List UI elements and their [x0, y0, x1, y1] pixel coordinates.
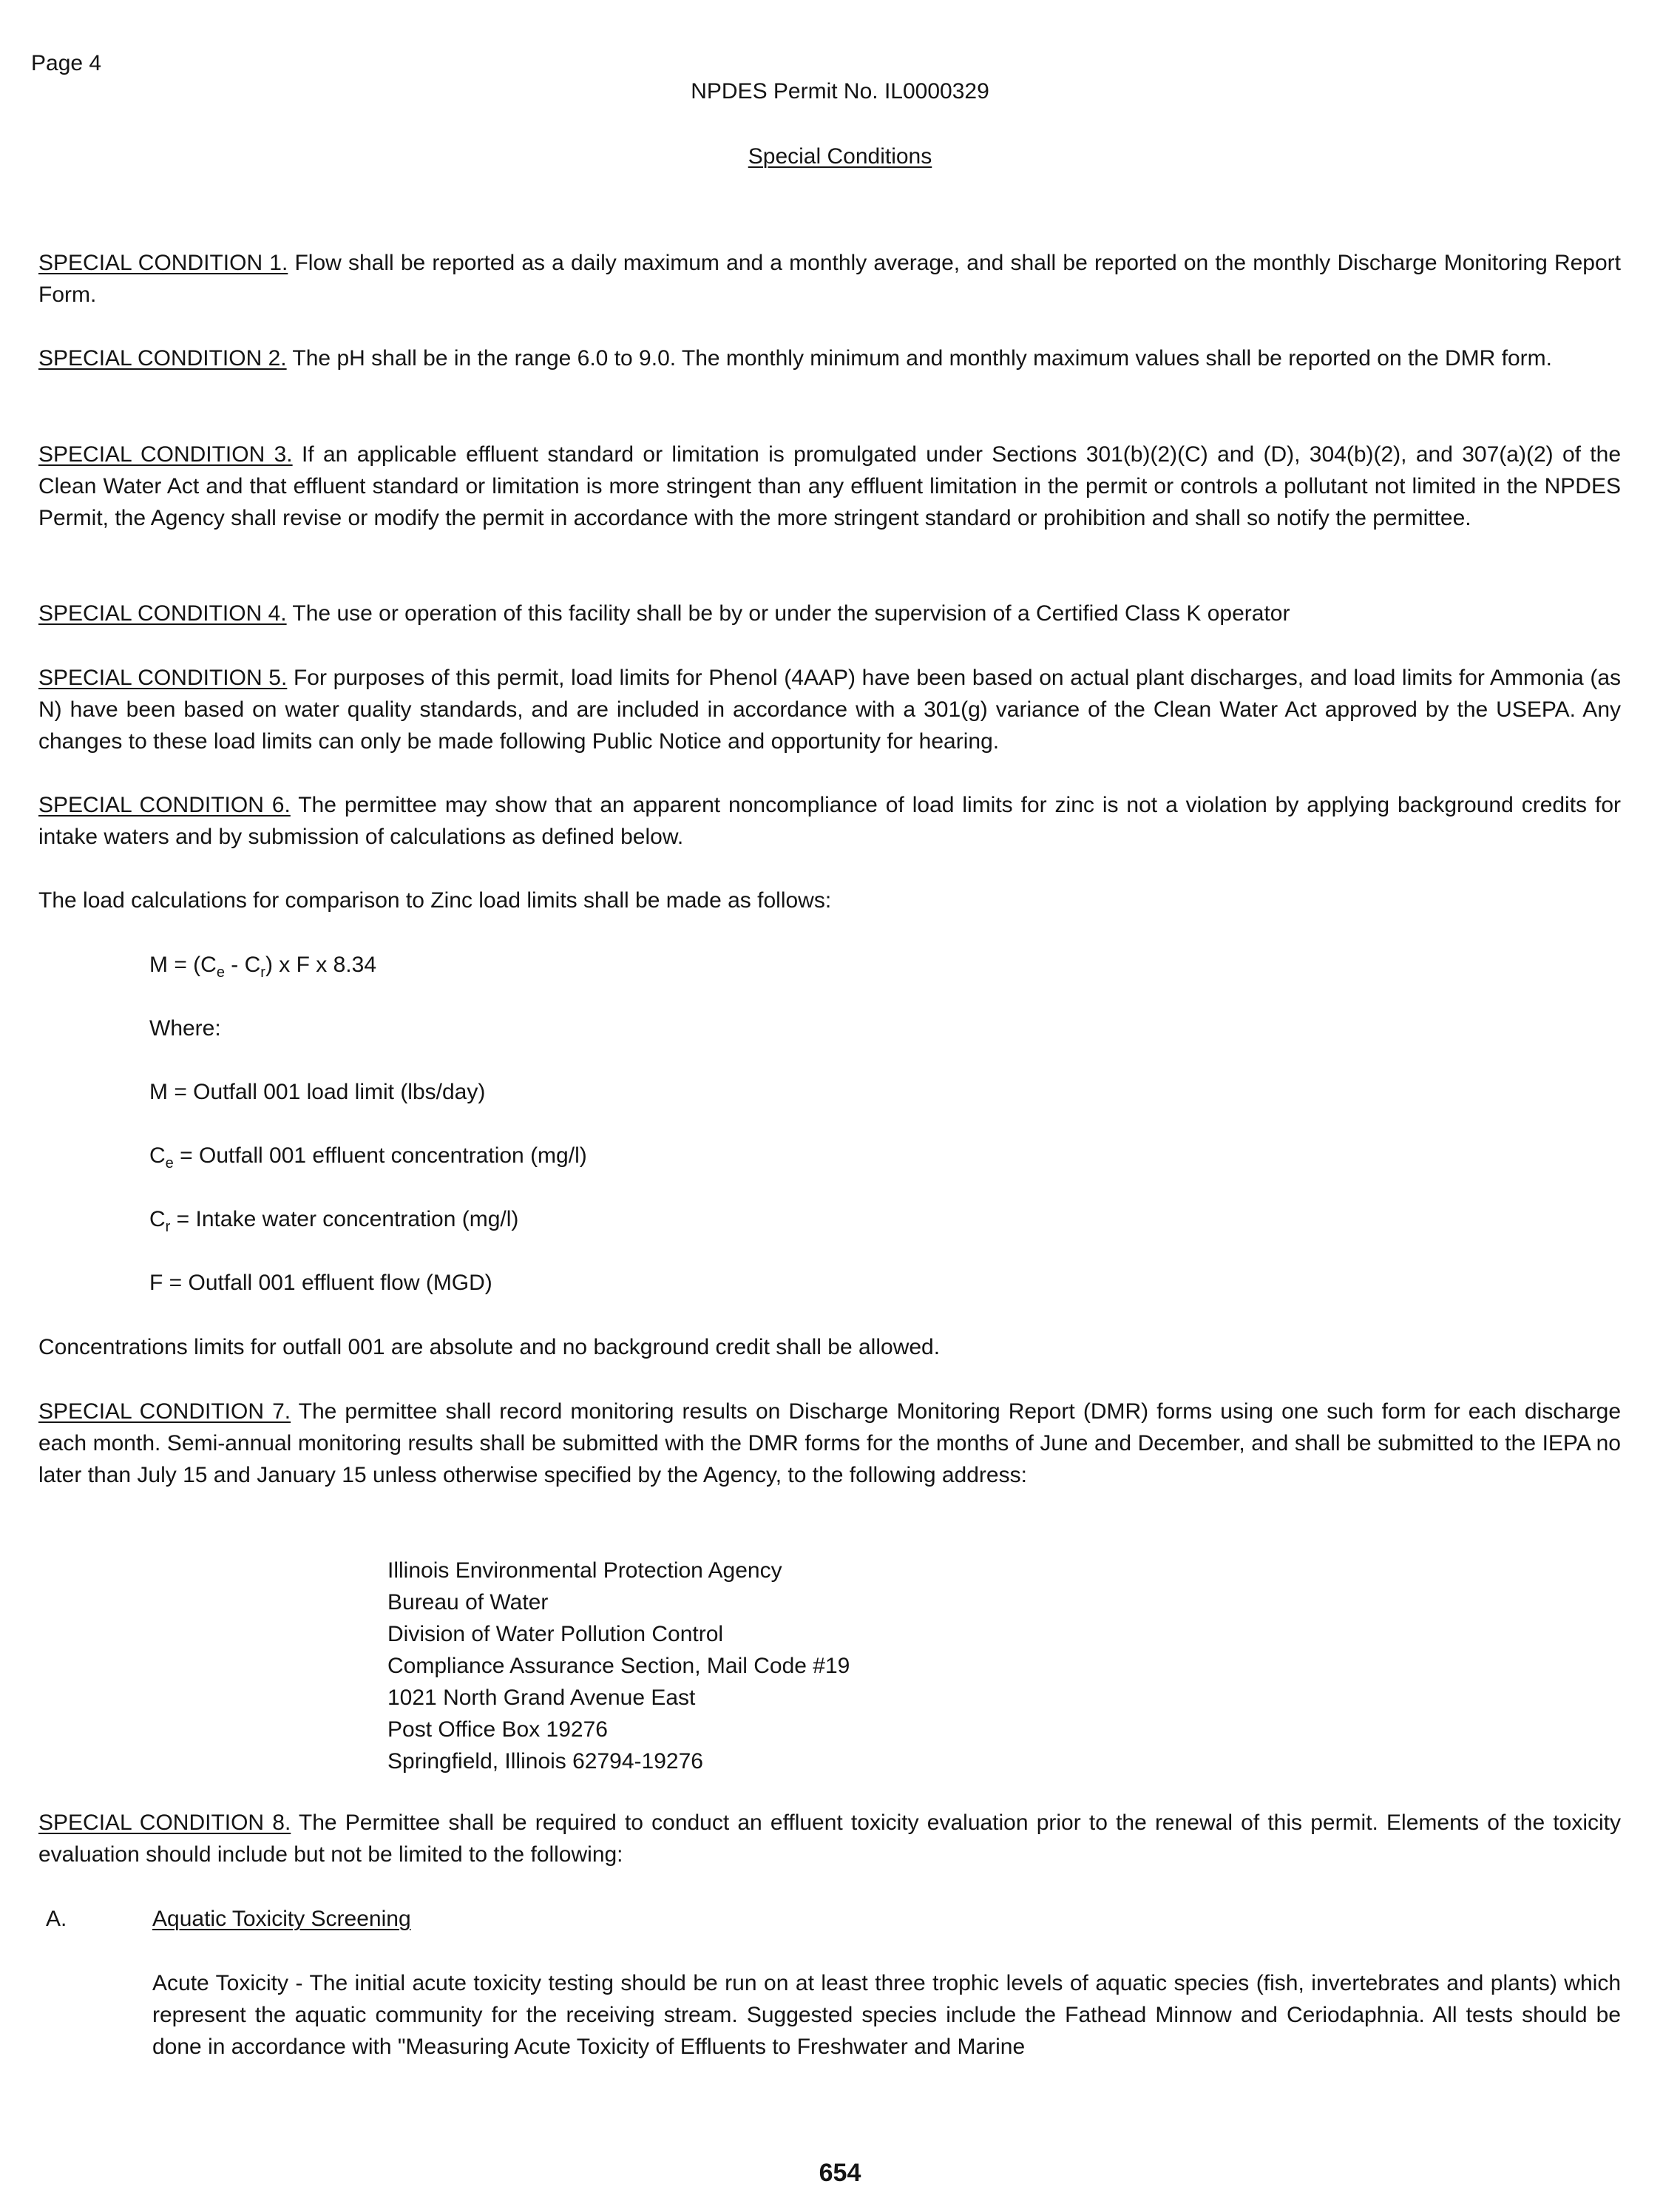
condition-label: SPECIAL CONDITION 6. [38, 793, 291, 817]
section-title: Special Conditions [748, 144, 932, 169]
special-condition-8 [38, 1807, 1621, 1870]
condition-label: SPECIAL CONDITION 2. [38, 346, 287, 371]
definition-cr: $C_r$ = Intake water concentration (mg/l) [149, 1207, 519, 1235]
condition-text: The permittee shall record monitoring results on Discharge Monitoring Report (DMR) forms using one such form for each discharge each month. Semi-annual monitoring results shall be submitted with the DMR forms for the months of June and December, and shall be submitted to the IEPA no later than July 15 and January 15 unless otherwise specified by the Agency, to the following address: [38, 1399, 1622, 1487]
address-line: Compliance Assurance Section, Mail Code #19 [387, 1654, 850, 1678]
item-a-marker: A. [46, 1907, 67, 1931]
condition-text: Flow shall be reported as a daily maximum and a monthly average, and shall be reported on the monthly Discharge Monitoring Report Form. [38, 251, 1621, 307]
condition-text: If an applicable effluent standard or limitation is promulgated under Sections 301(b)(2)(C) and (D), 304(b)(2), and 307(a)(2) of the Clean Water Act and that effluent standard or limitation is more stringent than any effluent limitation in the permit or controls a pollutant not limited in the NPDES Permit, the Agency shall revise or modify the permit in accordance with the more stringent standard or prohibition and shall so notify the permittee. [38, 442, 1622, 530]
zinc-formula: $M = (C_e - C_r)$ x F x 8.34 [149, 953, 377, 981]
where-label: Where: [149, 1016, 221, 1041]
condition-text: The permittee may show that an apparent noncompliance of load limits for zinc is not a violation by applying background credits for intake waters and by submission of calculations as defined below. [38, 793, 1621, 849]
item-a-title: Aquatic Toxicity Screening [152, 1907, 411, 1931]
special-condition-6 [38, 789, 1621, 853]
condition-label: SPECIAL CONDITION 3. [38, 442, 293, 467]
permit-number: NPDES Permit No. IL0000329 [691, 79, 989, 104]
page-label: Page 4 [31, 51, 102, 75]
special-condition-7 [38, 1396, 1621, 1491]
zinc-calc-intro: The load calculations for comparison to Zinc load limits shall be made as follows: [38, 888, 832, 913]
condition-label: SPECIAL CONDITION 5. [38, 666, 288, 690]
condition-text: The Permittee shall be required to conduct an effluent toxicity evaluation prior to the renewal of this permit. Elements of the toxicity evaluation should include but not be limited to the following: [38, 1810, 1621, 1867]
definition-ce: $C_e$ = Outfall 001 effluent concentration (mg/l) [149, 1143, 587, 1172]
concentration-note: Concentrations limits for outfall 001 are absolute and no background credit shall be allowed. [38, 1335, 941, 1359]
mailing-address [387, 1555, 850, 1777]
special-condition-5 [38, 662, 1621, 757]
condition-label: SPECIAL CONDITION 1. [38, 251, 288, 275]
condition-label: SPECIAL CONDITION 7. [38, 1399, 291, 1424]
condition-text: The pH shall be in the range 6.0 to 9.0. The monthly minimum and monthly maximum values shall be reported on the DMR form. [286, 346, 1553, 371]
condition-text: For purposes of this permit, load limits for Phenol (4AAP) have been based on actual plant discharges, and load limits for Ammonia (as N) have been based on water quality standards, and are included in accordance with a 301(g) variance of the Clean Water Act approved by the USEPA. Any changes to these load limits can only be made following Public Notice and opportunity for hearing. [38, 666, 1622, 754]
address-line: Springfield, Illinois 62794-19276 [387, 1749, 703, 1774]
address-line: Division of Water Pollution Control [387, 1622, 724, 1646]
page-number: 654 [819, 2159, 861, 2187]
acute-toxicity-paragraph: Acute Toxicity - The initial acute toxicity testing should be run on at least three trophic levels of aquatic species (fish, invertebrates and plants) which represent the aquatic community for the receiving stream. Suggested species include the Fathead Minnow and Ceriodaphnia. All tests should be done in accordance with "Measuring Acute Toxicity of Effluents to Freshwater and Marine [152, 1971, 1621, 2059]
condition-text: The use or operation of this facility shall be by or under the supervision of a Certified Class K operator [286, 601, 1290, 626]
special-condition-4 [38, 598, 1621, 629]
definition-f: F = Outfall 001 effluent flow (MGD) [149, 1271, 492, 1295]
address-line: Bureau of Water [387, 1590, 549, 1615]
address-line: Illinois Environmental Protection Agency [387, 1558, 782, 1583]
definition-m: M = Outfall 001 load limit (lbs/day) [149, 1080, 486, 1104]
condition-label: SPECIAL CONDITION 4. [38, 601, 287, 626]
condition-label: SPECIAL CONDITION 8. [38, 1810, 291, 1835]
special-condition-1 [38, 247, 1621, 311]
special-condition-3 [38, 439, 1621, 534]
address-line: Post Office Box 19276 [387, 1717, 608, 1742]
special-condition-2 [38, 342, 1621, 374]
address-line: 1021 North Grand Avenue East [387, 1686, 696, 1710]
